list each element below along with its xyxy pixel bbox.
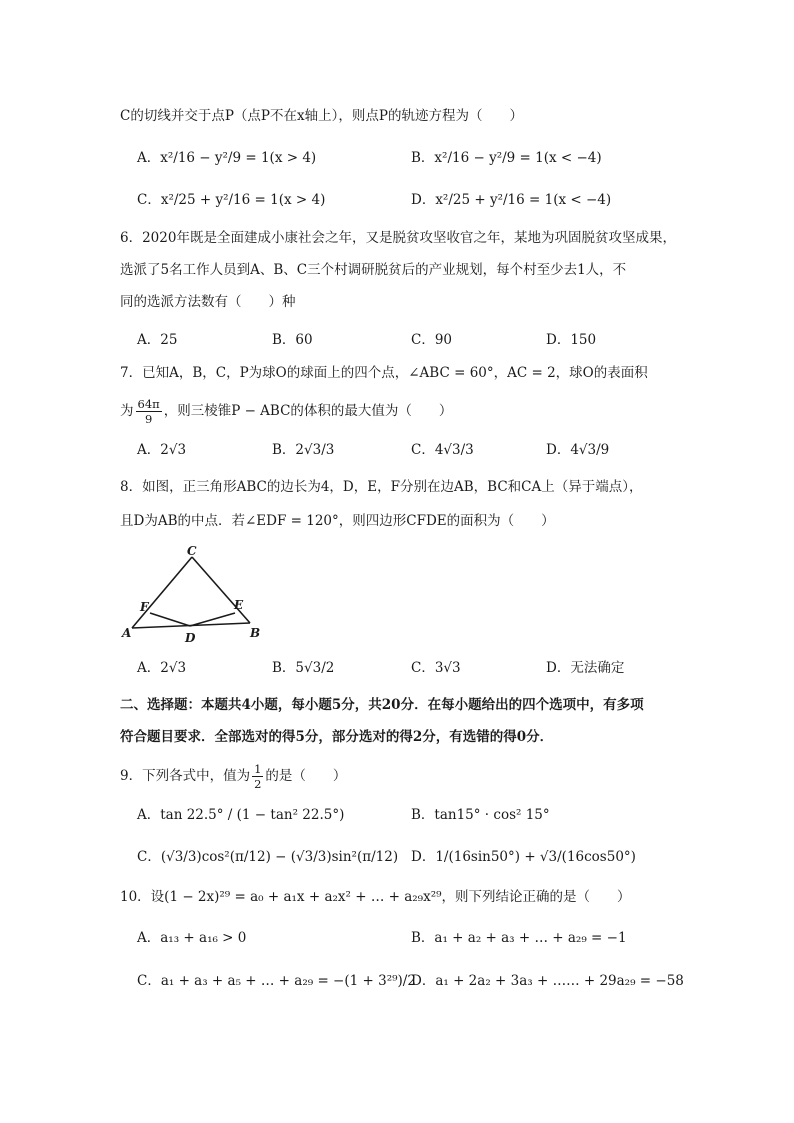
q9-fraction xyxy=(252,762,263,791)
q8-line-1: 8．如图，正三角形ABC的边长为4，D，E，F分别在边AB，BC和CA上（异于端点）， xyxy=(120,479,643,495)
label-e: E xyxy=(234,598,244,612)
q5-option-a-text: A．x²/16 − y²/9 = 1(x > 4) xyxy=(137,150,317,166)
q5-option-b-text: B．x²/16 − y²/9 = 1(x < −4) xyxy=(411,150,602,166)
section-2-heading-line-2: 符合题目要求．全部选对的得5分，部分选对的得2分，有选错的得0分． xyxy=(120,729,554,745)
q7-option-c: C．4√3/3 xyxy=(411,442,474,458)
q7-line-2-prefix: 为 xyxy=(120,403,134,419)
q7-fraction-denominator: 9 xyxy=(144,412,153,426)
q6-line-1: 6．2020年既是全面建成小康社会之年，又是脱贫攻坚收官之年，某地为巩固脱贫攻坚成果， xyxy=(120,230,676,246)
label-f: F xyxy=(140,600,149,614)
q10-option-b: B．a₁ + a₂ + a₃ + … + a₂₉ = −1 xyxy=(411,930,627,946)
q7-option-b: B．2√3/3 xyxy=(272,442,335,458)
q9-stem-suffix: 的是（ ） xyxy=(265,768,347,784)
label-a: A xyxy=(122,626,132,640)
q8-option-a: A．2√3 xyxy=(137,660,187,676)
label-c: C xyxy=(187,545,197,558)
q7-fraction-numerator: 64π xyxy=(137,397,160,411)
q5-option-c xyxy=(137,190,325,210)
q8-triangle-figure xyxy=(120,545,270,645)
q8-option-d: D．无法确定 xyxy=(546,660,625,676)
q10-stem: 10．设(1 − 2x)²⁹ = a₀ + a₁x + a₂x² + … + a₂₉x²⁹，则下列结论正确的是（ ） xyxy=(120,889,631,905)
q6-line-2: 选派了5名工作人员到A、B、C三个村调研脱贫后的产业规划，每个村至少去1人，不 xyxy=(120,262,627,278)
q7-fraction xyxy=(136,397,162,426)
q8-option-c: C．3√3 xyxy=(411,660,461,676)
q9-fraction-numerator: 1 xyxy=(254,762,262,776)
q5-option-c-text: C．x²/25 + y²/16 = 1(x > 4) xyxy=(137,192,326,208)
q5-option-d xyxy=(411,190,611,210)
q10-option-a: A．a₁₃ + a₁₆ > 0 xyxy=(137,930,247,946)
segment-fd xyxy=(150,613,190,626)
q10-option-d: D．a₁ + 2a₂ + 3a₃ + …… + 29a₂₉ = −58 xyxy=(411,973,684,989)
q9-option-b: B．tan15° · cos² 15° xyxy=(411,807,550,823)
q6-option-c: C．90 xyxy=(411,332,453,348)
q7-line-2-suffix: ，则三棱锥P − ABC的体积的最大值为（ ） xyxy=(163,403,453,419)
q6-option-b: B．60 xyxy=(272,332,313,348)
q5-stem: C的切线并交于点P（点P不在x轴上），则点P的轨迹方程为（ ） xyxy=(120,108,523,124)
q7-line-1: 7．已知A，B，C，P为球O的球面上的四个点，∠ABC = 60°，AC = 2，球O的表面积 xyxy=(120,365,648,381)
label-d: D xyxy=(185,631,196,645)
q6-option-a: A．25 xyxy=(137,332,178,348)
q7-option-a: A．2√3 xyxy=(137,442,187,458)
q5-option-d-text: D．x²/25 + y²/16 = 1(x < −4) xyxy=(411,192,612,208)
q9-fraction-denominator: 2 xyxy=(254,777,262,791)
q9-option-c: C．(√3/3)cos²(π/12) − (√3/3)sin²(π/12) xyxy=(137,849,399,865)
section-2-heading-line-1: 二、选择题：本题共4小题，每小题5分，共20分．在每小题给出的四个选项中，有多项 xyxy=(120,697,644,713)
q8-option-b: B．5√3/2 xyxy=(272,660,335,676)
q9-stem-prefix: 9．下列各式中，值为 xyxy=(120,768,251,784)
q9-stem xyxy=(120,762,346,791)
q9-option-a: A．tan 22.5° / (1 − tan² 22.5°) xyxy=(137,807,345,823)
label-b: B xyxy=(250,626,261,640)
q9-option-d: D．1/(16sin50°) + √3/(16cos50°) xyxy=(411,849,636,865)
q7-option-d: D．4√3/9 xyxy=(546,442,610,458)
q5-option-b xyxy=(411,148,602,168)
q10-option-c: C．a₁ + a₃ + a₅ + … + a₂₉ = −(1 + 3²⁹)/2 xyxy=(137,973,416,989)
q5-option-a xyxy=(137,148,316,168)
q6-line-3: 同的选派方法数有（ ）种 xyxy=(120,294,296,310)
side-cb xyxy=(192,557,250,623)
triangle-svg xyxy=(120,545,270,645)
q8-line-2: 且D为AB的中点．若∠EDF = 120°，则四边形CFDE的面积为（ ） xyxy=(120,513,555,529)
q7-line-2 xyxy=(120,397,452,426)
q6-option-d: D．150 xyxy=(546,332,597,348)
